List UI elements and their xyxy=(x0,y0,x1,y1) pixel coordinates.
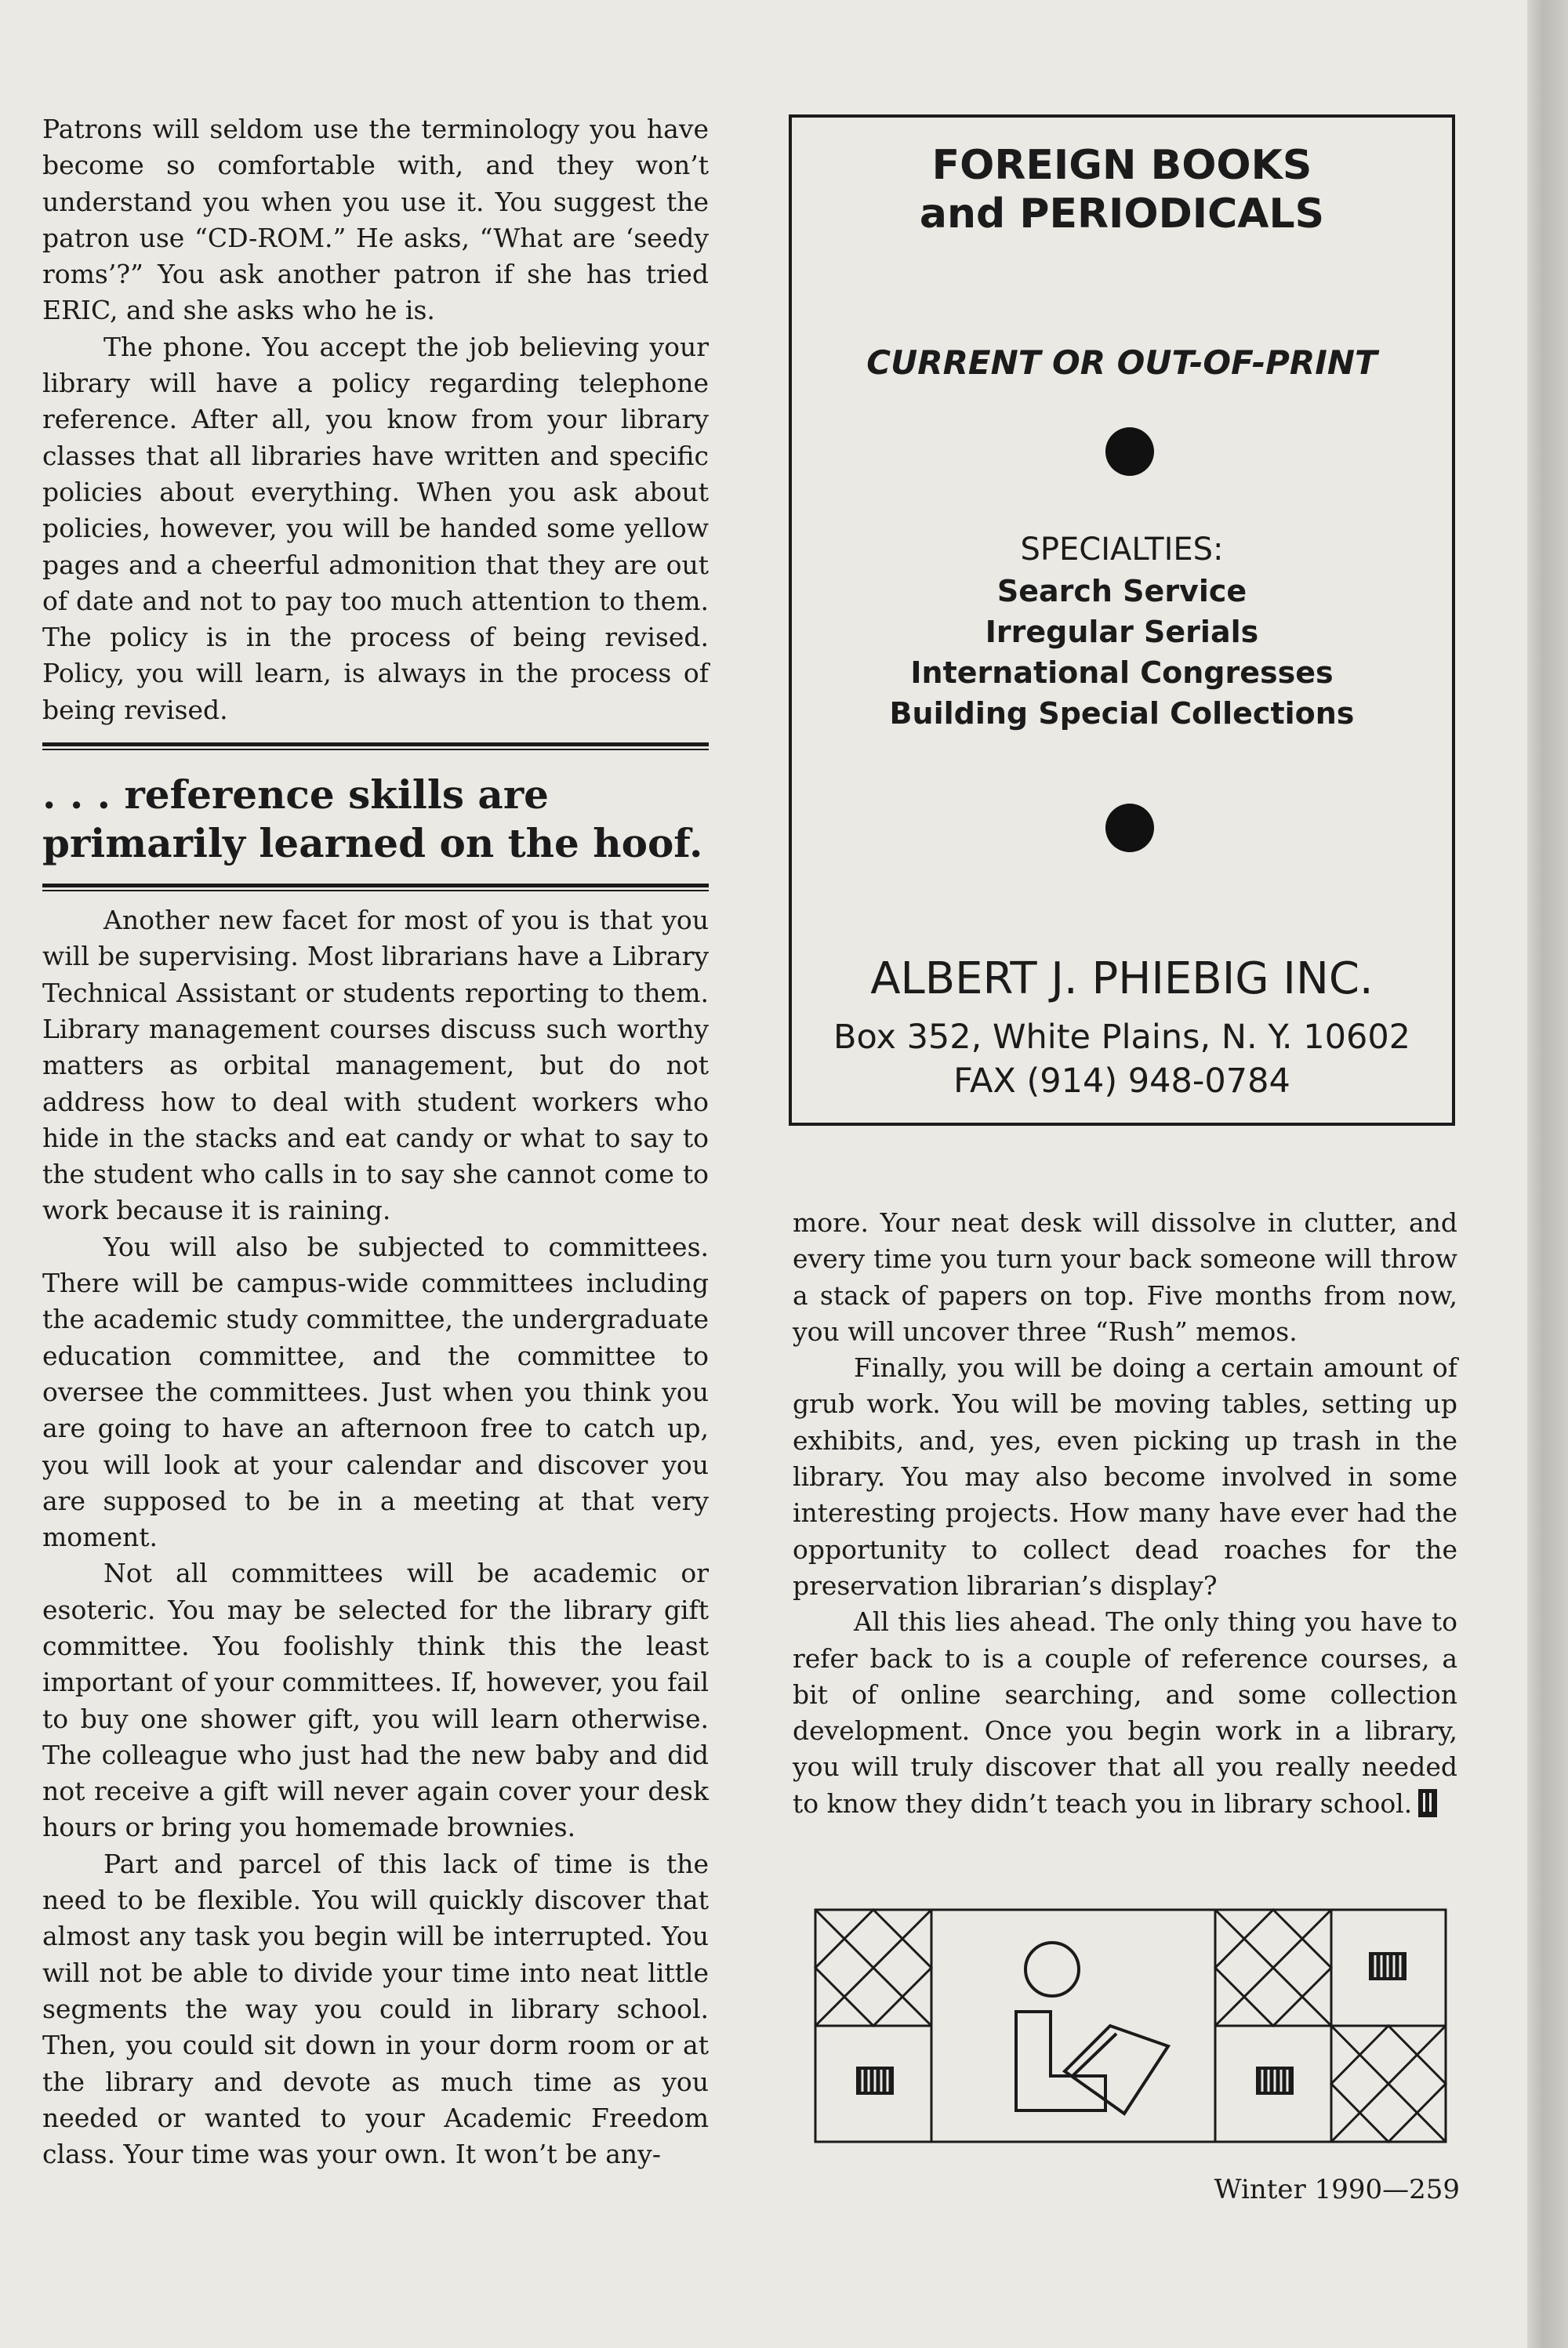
ad-title-line-2: and PERIODICALS xyxy=(919,191,1325,238)
reader-figure-icon xyxy=(1016,1943,1168,2114)
advertisement-box xyxy=(789,114,1455,1126)
right-column xyxy=(793,1205,1457,1822)
paragraph-terminology: Patrons will seldom use the terminology you have become so comfortable with, and they won’t understand you when you use it. You suggest the patron use “CD-ROM.” He asks, “What are ‘seedy roms’?” You ask another patron if she has tried ERIC, and she asks who he is. xyxy=(42,114,709,326)
pull-quote-bottom-rule xyxy=(42,884,709,891)
pull-quote xyxy=(42,742,709,891)
ad-specialties-heading: SPECIALTIES: xyxy=(1020,532,1224,568)
ad-address: Box 352, White Plains, N. Y. 10602 xyxy=(833,1018,1411,1057)
paragraph-committees: You will also be subjected to committees. There will be campus-wide committees including the academic study committee, the undergraduate education committee, and the committee to oversee the committees. Just when you think you are going to have an afternoon free to catch up, you will look at your calendar and discover you are supposed to be in a meeting at that very moment. xyxy=(42,1231,709,1553)
ad-specialty-item: Irregular Serials xyxy=(985,615,1259,649)
page-edge-shadow xyxy=(1527,0,1568,2348)
ad-title-line-1: FOREIGN BOOKS xyxy=(931,142,1312,189)
ad-title xyxy=(792,141,1452,238)
paragraph-gift-committee: Not all committees will be academic or esoteric. You may be selected for the library gift committee. You foolishly think this the least important of your committees. If, however, you fail to buy one shower gift, you will learn otherwise. The colleague who just had the new baby and did not receive a gift will never again cover your desk hours or bring you homemade brownies. xyxy=(42,1558,709,1843)
ad-specialty-item: International Congresses xyxy=(910,655,1334,690)
pull-quote-top-rule xyxy=(42,742,709,750)
ad-company-name: ALBERT J. PHIEBIG INC. xyxy=(870,953,1374,1004)
paragraph-phone: The phone. You accept the job believing your library will have a policy regarding telephone reference. After all, you know from your library classes that all libraries have written and specific policies about everything. When you ask about policies, however, you will be handed some yellow pages and a cheerful admonition that they are out of date and not to pay too much attention to them. The policy is in the process of being revised. Policy, you will learn, is always in the process of being revised. xyxy=(42,331,709,725)
library-logo-graphic xyxy=(814,1908,1447,2143)
paragraph-flexible: Part and parcel of this lack of time is the need to be flexible. You will quickly discover that almost any task you begin will be interrupted. You will not be able to divide your time into neat little segments the way you could in library school. Then, you could sit down in your dorm room or at the library and devote as much time as you needed or wanted to your Academic Freedom class. Your time was your own. It won’t be any- xyxy=(42,1848,709,2170)
end-mark-icon xyxy=(1418,1789,1437,1817)
left-column xyxy=(42,111,709,2172)
paragraph-clutter: more. Your neat desk will dissolve in clutter, and every time you turn your back someone will throw a stack of papers on top. Five months from now, you will uncover three “Rush” memos. xyxy=(793,1207,1457,1347)
ad-bullet-dot xyxy=(1105,804,1154,852)
paragraph-grub-work: Finally, you will be doing a certain amount of grub work. You will be moving tables, setting up exhibits, and, yes, even picking up trash in the library. You may also become involved in some interesting projects. How many have ever had the opportunity to collect dead roaches for the preservation librarian’s display? xyxy=(793,1352,1457,1601)
ad-specialty-item: Search Service xyxy=(996,574,1247,608)
ad-specialty-item: Building Special Collections xyxy=(889,696,1355,731)
ad-fax: FAX (914) 948-0784 xyxy=(953,1061,1290,1101)
paragraph-conclusion xyxy=(793,1604,1457,1822)
paragraph-supervising: Another new facet for most of you is that you will be supervising. Most librarians have a Library Technical Assistant or students reporting to them. Library management courses discuss such worthy matters as orbital management, but do not address how to deal with student workers who hide in the stacks and eat candy or what to say to the student who calls in to say she cannot come to work because it is raining. xyxy=(42,905,709,1226)
ad-subtitle: CURRENT OR OUT-OF-PRINT xyxy=(866,343,1377,382)
page-footer: Winter 1990—259 xyxy=(1214,2174,1460,2205)
ad-specialties-list xyxy=(792,571,1452,734)
ad-bullet-dot xyxy=(1105,427,1154,476)
paragraph-conclusion-text: All this lies ahead. The only thing you have to refer back to is a couple of reference courses, a bit of online searching, and some collection development. Once you begin work in a library, you will truly discover that all you really needed to know they didn’t teach you in library school. xyxy=(793,1606,1457,1819)
ad-contact xyxy=(792,1015,1452,1103)
pull-quote-text: . . . reference skills are primarily learned on the hoof. xyxy=(42,771,703,867)
